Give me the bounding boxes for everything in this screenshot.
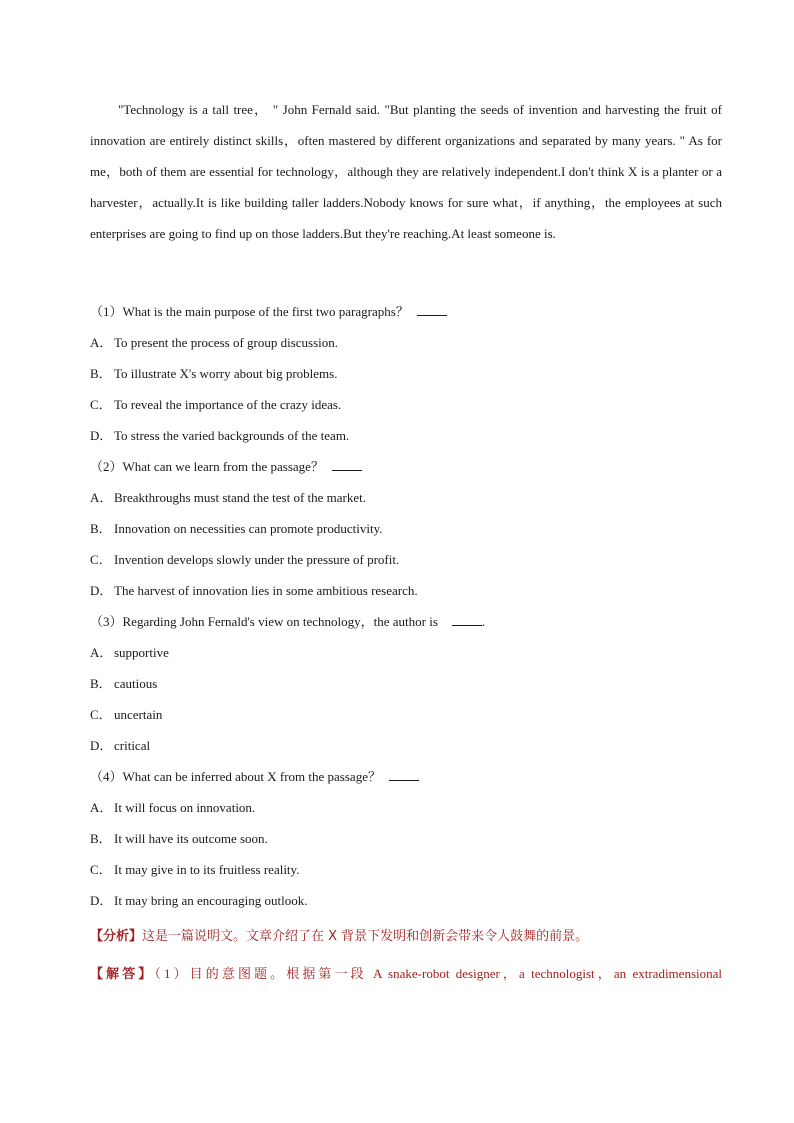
answer-blank [389, 768, 419, 781]
question-stem [90, 451, 722, 482]
option-a [90, 792, 722, 823]
option-text: It will have its outcome soon. [114, 831, 268, 846]
option-text: Breakthroughs must stand the test of the market. [114, 490, 367, 505]
question-list [90, 296, 722, 916]
option-b [90, 823, 722, 854]
answer-section [90, 958, 722, 990]
option-text: Invention develops slowly under the pressure of profit. [114, 552, 400, 567]
option-letter: D． [90, 738, 113, 753]
answer-blank [332, 458, 362, 471]
option-text: To illustrate X's worry about big problems. [114, 366, 338, 381]
option-text: To stress the varied backgrounds of the team. [114, 428, 350, 443]
question-2 [90, 451, 722, 606]
option-b [90, 668, 722, 699]
option-letter: C． [90, 862, 112, 877]
option-letter: D． [90, 428, 113, 443]
option-text: Innovation on necessities can promote productivity. [114, 521, 383, 536]
option-letter: A． [90, 335, 113, 350]
option-d [90, 730, 722, 761]
question-text: What can be inferred about X from the passage？ [122, 769, 381, 784]
option-d [90, 885, 722, 916]
question-number: （3） [90, 614, 123, 629]
answer-blank [452, 613, 482, 626]
option-c [90, 544, 722, 575]
option-d [90, 575, 722, 606]
option-text: To reveal the importance of the crazy ideas. [114, 397, 342, 412]
analysis-text: 这是一篇说明文。文章介绍了在 X 背景下发明和创新会带来令人鼓舞的前景。 [142, 929, 589, 944]
option-b [90, 358, 722, 389]
question-3 [90, 606, 722, 761]
option-letter: D． [90, 893, 113, 908]
option-letter: B． [90, 366, 112, 381]
option-text: critical [114, 738, 151, 753]
option-a [90, 482, 722, 513]
question-number: （1） [90, 304, 123, 319]
question-1 [90, 296, 722, 451]
option-letter: A． [90, 645, 113, 660]
answer-blank [417, 303, 447, 316]
option-text: The harvest of innovation lies in some ambitious research. [114, 583, 418, 598]
option-text: cautious [114, 676, 158, 691]
option-text: uncertain [114, 707, 163, 722]
question-text: What is the main purpose of the first two paragraphs？ [122, 304, 409, 319]
question-number: （4） [90, 769, 123, 784]
option-letter: B． [90, 831, 112, 846]
option-letter: C． [90, 397, 112, 412]
reading-passage: "Technology is a tall tree， " John Fernald said. "But planting the seeds of invention and harvesting the fruit of innovation are entirely distinct skills，often mastered by different organizations and separated by many years. " As for me，both of them are essential for technology，although they are relatively independent.I don't think X is a planter or a harvester，actually.It is like building taller ladders.Nobody knows for sure what，if anything，the employees at such enterprises are going to find up on those ladders.But they're reaching.At least someone is. [90, 102, 722, 241]
option-letter: D． [90, 583, 113, 598]
option-d [90, 420, 722, 451]
option-c [90, 699, 722, 730]
option-text: It may give in to its fruitless reality. [114, 862, 300, 877]
question-stem [90, 606, 722, 637]
question-stem [90, 761, 722, 792]
analysis-section [90, 920, 722, 952]
question-number: （2） [90, 459, 123, 474]
option-letter: B． [90, 676, 112, 691]
question-4 [90, 761, 722, 916]
option-c [90, 389, 722, 420]
option-text: To present the process of group discussion. [114, 335, 339, 350]
question-stem [90, 296, 722, 327]
option-a [90, 327, 722, 358]
document-page [90, 94, 722, 990]
option-b [90, 513, 722, 544]
question-text: Regarding John Fernald's view on technology，the author is [122, 614, 438, 629]
option-text: It will focus on innovation. [114, 800, 256, 815]
option-letter: A． [90, 800, 113, 815]
option-a [90, 637, 722, 668]
option-text: supportive [114, 645, 169, 660]
question-suffix: . [481, 614, 486, 629]
answer-tag: 【解答】 [90, 967, 155, 982]
question-text: What can we learn from the passage？ [122, 459, 324, 474]
option-letter: B． [90, 521, 112, 536]
option-letter: C． [90, 552, 112, 567]
option-c [90, 854, 722, 885]
answer-text: （1）目的意图题。根据第一段 A snake-robot designer，a technologist，an extradimensional [154, 966, 722, 981]
option-text: It may bring an encouraging outlook. [114, 893, 308, 908]
analysis-tag: 【分析】 [90, 929, 143, 944]
option-letter: A． [90, 490, 113, 505]
option-letter: C． [90, 707, 112, 722]
